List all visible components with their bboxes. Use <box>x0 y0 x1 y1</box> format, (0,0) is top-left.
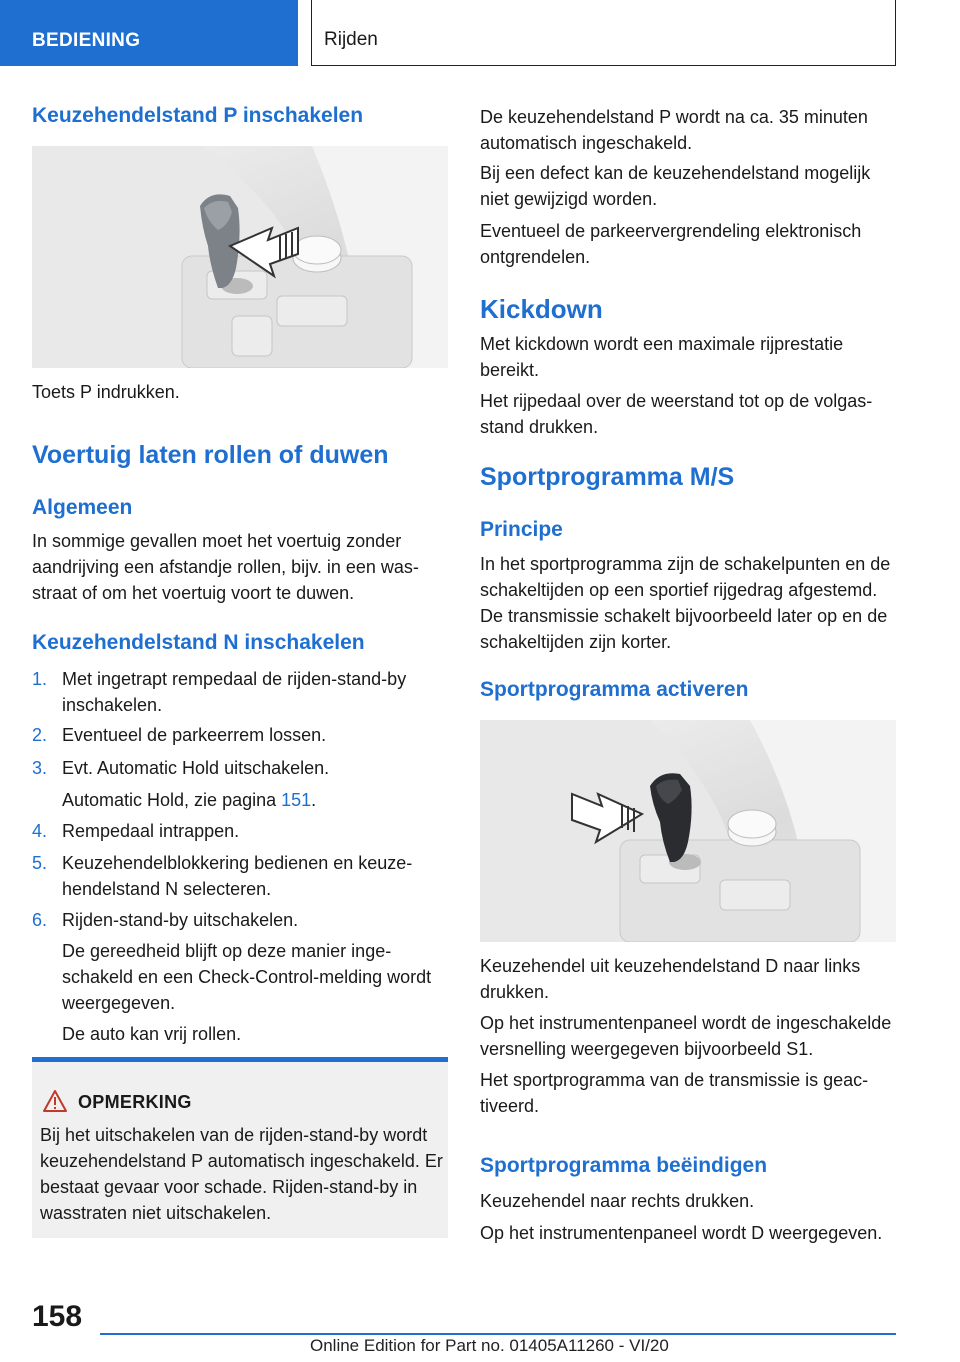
warning-text: Bij het uitschakelen van de rijden-stand-by wordt keuzehendelstand P automatisch ingeschakeld. Er bestaat gevaar voor schade. Rijden-stand-by in wasstraten niet uitschakelen. <box>40 1125 443 1223</box>
step-number: 5. <box>32 853 48 873</box>
step-text: Evt. Automatic Hold uitschakelen. <box>62 758 330 778</box>
kickdown-text2: Het rijpedaal over de weerstand tot op de volgasstand drukken. <box>480 391 873 437</box>
kickdown-text1: Met kickdown wordt een maximale rijprestatie bereikt. <box>480 334 844 380</box>
heading-laten-rollen: Voertuig laten rollen of duwen <box>32 441 389 469</box>
section-tab <box>0 0 298 66</box>
step-number: 3. <box>32 758 48 778</box>
heading-n-inschakelen: Keuzehendelstand N inschakelen <box>32 631 365 654</box>
activeren-text1: Keuzehendel uit keuzehendelstand D naar links drukken. <box>480 956 861 1002</box>
step-text: Rijden-stand-by uitschakelen. <box>62 910 299 930</box>
page-link-151[interactable]: 151 <box>281 790 312 810</box>
right-p1: De keuzehendelstand P wordt na ca. 35 minuten automatisch ingeschakeld. <box>480 107 868 153</box>
step-text: Keuzehendelblokkering bedienen en keuzehendelstand N selecteren. <box>62 853 413 899</box>
step-number: 1. <box>32 669 48 689</box>
gear-selector-sport-illustration <box>480 720 896 942</box>
step-text: Eventueel de parkeerrem lossen. <box>62 725 327 745</box>
heading-kickdown: Kickdown <box>480 294 603 324</box>
algemeen-text: In sommige gevallen moet het voertuig zonder aandrijving een afstandje rollen, bijv. in een wasstraat of om het voertuig voort te duwen. <box>32 531 419 603</box>
heading-activeren: Sportprogramma activeren <box>480 678 749 701</box>
right-p3: Eventueel de parkeervergrendeling elektronisch ontgrendelen. <box>480 221 862 267</box>
footer-divider <box>100 1333 896 1335</box>
warning-triangle-icon <box>42 1089 68 1113</box>
step6-note2: De auto kan vrij rollen. <box>62 1024 242 1044</box>
footer-edition: Online Edition for Part no. 01405A11260 - VI/20 <box>310 1336 669 1355</box>
gear-selector-p-image <box>32 146 448 368</box>
beeindigen-text2: Op het instrumentenpaneel wordt D weergegeven. <box>480 1223 883 1243</box>
heading-p-inschakelen: Keuzehendelstand P inschakelen <box>32 104 364 127</box>
img1-caption: Toets P indrukken. <box>32 382 180 402</box>
gear-selector-sport-image <box>480 720 896 942</box>
section-label: BEDIENING <box>32 30 141 51</box>
step3-note <box>62 787 442 813</box>
principe-text: In het sportprogramma zijn de schakelpunten en de schakeltijden op een sportief rijgedrag afgestemd. De transmissie schakelt bijvoorbeeld later op en de schakeltijden zijn korter. <box>480 554 891 652</box>
chapter-box <box>311 0 896 66</box>
step-text: Rempedaal intrappen. <box>62 821 240 841</box>
activeren-text3: Het sportprogramma van de transmissie is geactiveerd. <box>480 1070 869 1116</box>
right-p2: Bij een defect kan de keuzehendelstand mogelijk niet gewijzigd worden. <box>480 163 871 209</box>
step-number: 2. <box>32 725 48 745</box>
warning-title: OPMERKING <box>78 1092 192 1112</box>
page-number: 158 <box>32 1300 83 1333</box>
step-number: 6. <box>32 910 48 930</box>
activeren-text2: Op het instrumentenpaneel wordt de ingeschakelde versnelling weergegeven bijvoorbeeld S1. <box>480 1013 892 1059</box>
step3-note-prefix: Automatic Hold, zie pagina <box>62 790 282 810</box>
step-text: Met ingetrapt rempedaal de rijden-stand-by inschakelen. <box>62 669 407 715</box>
heading-sportprogramma: Sportprogramma M/S <box>480 463 735 491</box>
step6-note1: De gereedheid blijft op deze manier ingeschakeld en een Check-Control-melding wordt weergegeven. <box>62 941 432 1013</box>
beeindigen-text1: Keuzehendel naar rechts drukken. <box>480 1191 755 1211</box>
heading-principe: Principe <box>480 518 563 541</box>
heading-beeindigen: Sportprogramma beëindigen <box>480 1154 768 1177</box>
chapter-label: Rijden <box>324 29 378 50</box>
step-number: 4. <box>32 821 48 841</box>
gear-selector-illustration <box>32 146 448 368</box>
heading-algemeen: Algemeen <box>32 496 133 519</box>
step3-note-suffix: . <box>311 790 317 810</box>
warning-box <box>32 1057 448 1238</box>
